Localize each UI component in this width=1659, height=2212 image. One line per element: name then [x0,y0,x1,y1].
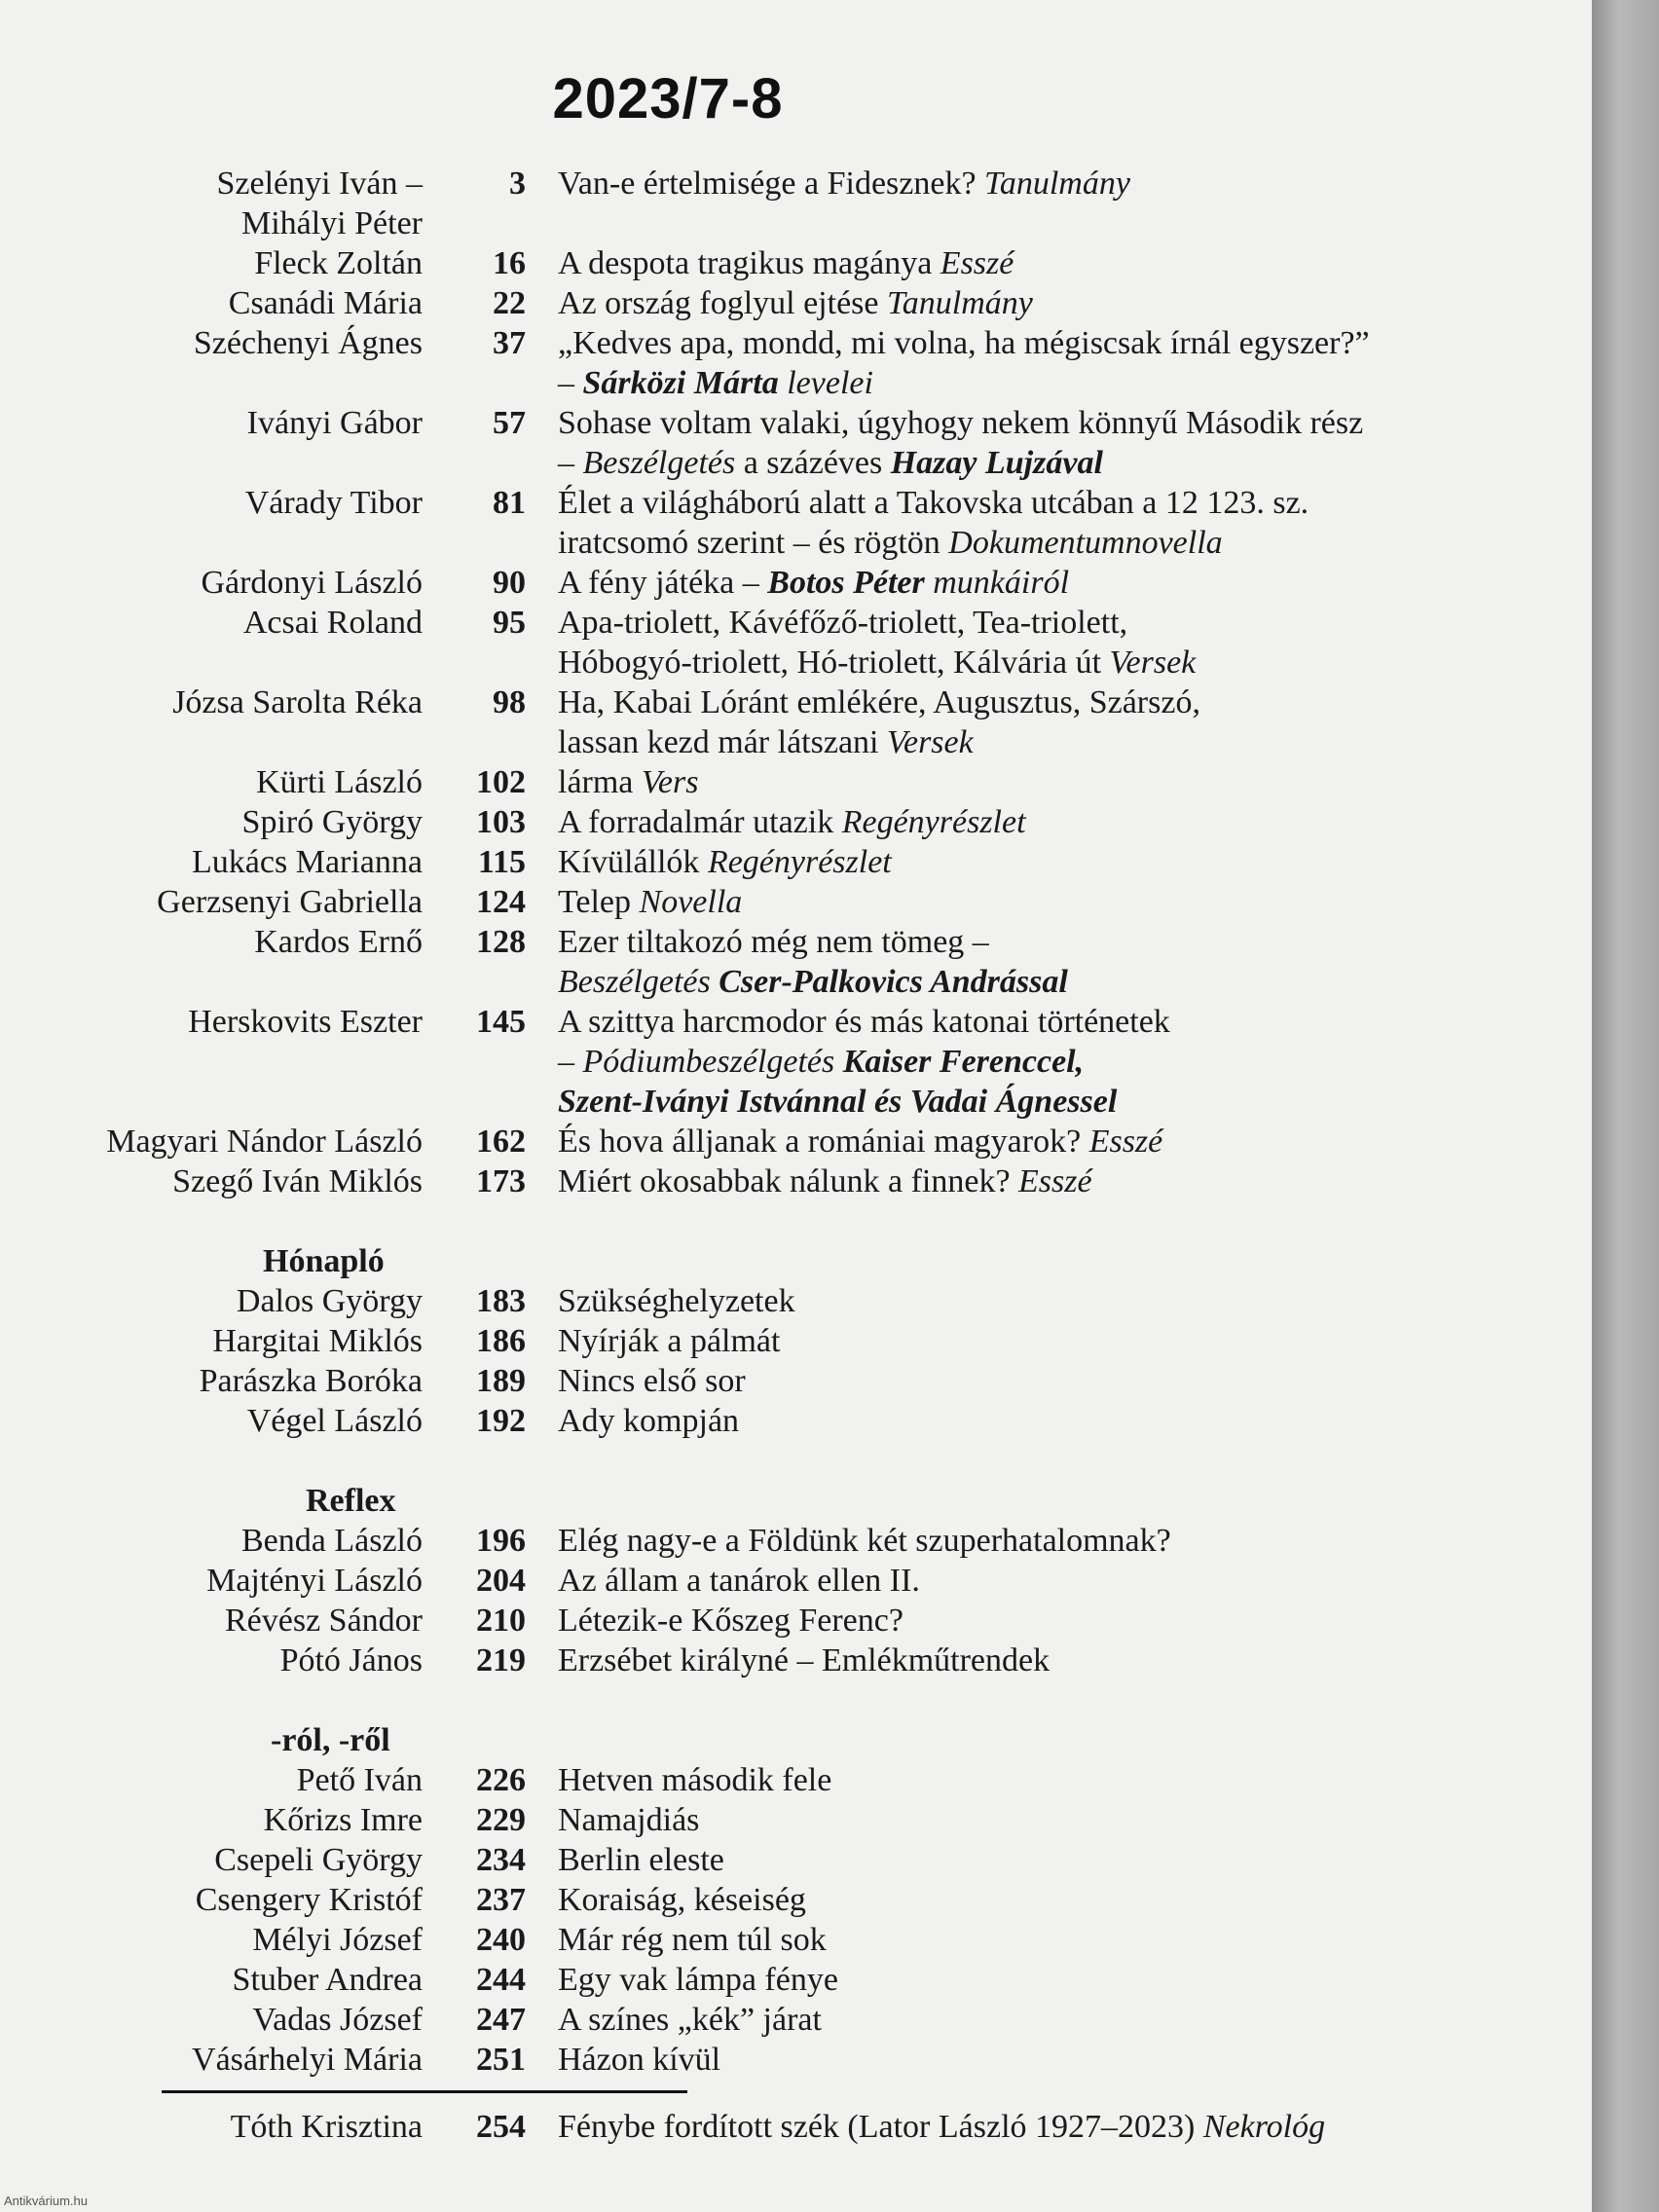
title-segment: A szittya harcmodor és más katonai történetek [558,1004,1170,1040]
section-heading: Hónapló [263,1243,385,1279]
toc-entry [0,882,1592,922]
toc-title [558,403,1363,483]
toc-page-number: 102 [476,764,526,800]
title-segment: És hova álljanak a romániai magyarok? [558,1124,1089,1160]
toc-entry [0,1641,1592,1680]
title-segment: Regényrészlet [707,844,892,880]
toc-author [0,922,423,1002]
toc-entry [0,164,1592,243]
author-name: Szelényi Iván – [216,166,423,202]
toc-author [0,283,423,323]
title-segment: Erzsébet királyné – Emlékműtrendek [558,1642,1051,1678]
toc-page-number: 57 [493,405,526,441]
title-line [558,802,1026,842]
title-segment: Tanulmány [887,285,1033,321]
title-segment: Botos Péter [767,565,925,601]
toc-page-number: 173 [476,1163,526,1199]
toc-page-number: 229 [476,1802,526,1838]
title-segment: Létezik-e Kőszeg Ferenc? [558,1603,903,1639]
title-line [558,682,1200,722]
author-name: Acsai Roland [242,605,423,641]
author-name: Csepeli György [214,1842,423,1878]
toc-title [558,1960,838,2000]
toc-author [0,2040,423,2080]
toc-page-number: 95 [493,605,526,641]
title-segment: Tanulmány [984,166,1130,202]
toc-entry [0,802,1592,842]
toc-entry [0,1161,1592,1201]
author-name: Révész Sándor [224,1603,423,1639]
toc-entry [0,2107,1592,2147]
title-segment: levelei [778,365,873,401]
toc-author [0,1002,423,1122]
toc-entry [0,1601,1592,1641]
author-name: Spiró György [241,804,423,840]
toc-title [558,1920,827,1960]
author-name: Vásárhelyi Mária [192,2042,423,2078]
toc-title [558,1601,903,1641]
title-segment: Telep [558,884,640,920]
author-name: Kardos Ernő [254,924,423,960]
separator-rule [162,2090,687,2093]
author-name: Kőrizs Imre [263,1802,423,1838]
title-line [558,1960,838,2000]
toc-page-number: 219 [476,1642,526,1678]
title-segment: Regényrészlet [841,804,1026,840]
title-line [558,2000,822,2040]
author-name: Lukács Marianna [192,844,423,880]
title-line [558,1920,827,1960]
toc-title [558,1321,780,1361]
toc-title [558,802,1026,842]
toc-entry [0,563,1592,603]
toc-page-number: 37 [493,325,526,361]
toc-author [0,682,423,762]
author-name: Mihályi Péter [240,205,423,241]
title-segment: „Kedves apa, mondd, mi volna, ha mégiscsak írnál egyszer?” [558,325,1370,361]
title-line [558,722,1200,762]
title-line [558,483,1309,523]
section-gap [0,1680,1592,1720]
toc-page-number: 189 [476,1363,526,1399]
author-name: Magyari Nándor László [106,1124,423,1160]
toc-author [0,323,423,403]
author-name: Majtényi László [206,1563,423,1599]
title-line [558,2040,720,2080]
toc-page-number: 254 [476,2109,526,2145]
toc-author [0,164,423,243]
title-segment: Hetven második fele [558,1762,832,1798]
toc-page-number: 186 [476,1323,526,1359]
title-segment: Kaiser Ferenccel, [834,1044,1085,1080]
toc-page-number: 81 [493,485,526,521]
author-name: Pótó János [279,1642,423,1678]
title-segment: Versek [886,724,974,760]
toc-author [0,842,423,882]
toc-author [0,1321,423,1361]
author-name: Stuber Andrea [232,1962,423,1998]
title-line [558,842,892,882]
toc-entry [0,1840,1592,1880]
toc-page-number: 145 [476,1004,526,1040]
title-line [558,1561,920,1601]
toc-page-number: 115 [477,844,526,880]
title-segment: A forradalmár utazik [558,804,842,840]
toc-page-number: 204 [476,1563,526,1599]
author-name: Iványi Gábor [246,405,423,441]
toc-entry [0,1960,1592,2000]
title-line [558,643,1196,682]
toc-title [558,1521,1171,1561]
toc-entry [0,1002,1592,1122]
toc-page-number: 128 [476,924,526,960]
title-segment: Apa-triolett, Kávéfőző-triolett, Tea-triolett, [558,605,1128,641]
title-segment: A despota tragikus magánya [558,245,940,281]
toc-title [558,1002,1170,1122]
title-segment: Az állam a tanárok ellen II. [558,1563,920,1599]
title-segment: Nyírják a pálmát [558,1323,781,1359]
author-name: Csanádi Mária [228,285,423,321]
title-line [558,962,1068,1002]
section-gap [0,1201,1592,1241]
toc-author [0,483,423,563]
title-line [558,1122,1162,1161]
section-gap [0,1441,1592,1481]
title-segment: Nekrológ [1202,2109,1326,2145]
toc-author [0,1361,423,1401]
title-line [558,1840,724,1880]
toc-entry [0,483,1592,563]
toc-title [558,563,1069,603]
toc-entry [0,1401,1592,1441]
issue-title: 2023/7-8 [552,67,784,130]
title-segment: lárma [558,764,642,800]
toc-page-number: 183 [476,1283,526,1319]
toc-title [558,483,1309,563]
author-name: Herskovits Eszter [188,1004,423,1040]
author-name: Gárdonyi László [201,565,423,601]
toc-title [558,1401,739,1441]
title-segment: Sárközi Márta [582,365,779,401]
toc-entry [0,842,1592,882]
toc-title [558,1760,831,1800]
toc-author [0,1840,423,1880]
page-edge [1592,0,1659,2212]
toc-entry [0,1760,1592,1800]
toc-page-number: 124 [476,884,526,920]
toc-title [558,1641,1050,1680]
toc-author [0,1880,423,1920]
section-heading: -ról, -ről [271,1722,390,1758]
toc-author [0,1161,423,1201]
title-line [558,243,1014,283]
toc-entry [0,1321,1592,1361]
title-line [558,283,1033,323]
toc-author [0,1122,423,1161]
title-segment: Van-e értelmisége a Fidesznek? [558,166,985,202]
title-line [558,1800,699,1840]
title-line [558,1082,1170,1122]
toc-page-number: 16 [493,245,526,281]
toc-author [0,2000,423,2040]
toc-entry [0,323,1592,403]
title-segment: a százéves [735,445,891,481]
title-segment: Elég nagy-e a Földünk két szuperhatalomnak? [558,1523,1171,1559]
toc-entry [0,1361,1592,1401]
author-name: Dalos György [236,1283,423,1319]
title-segment: – [558,365,583,401]
title-segment: lassan kezd már látszani [558,724,887,760]
author-name: Benda László [241,1523,423,1559]
title-segment: A színes „kék” járat [558,2002,822,2038]
toc-entry [0,243,1592,283]
title-segment: Szükséghelyzetek [558,1283,795,1319]
title-segment: Dokumentumnovella [948,525,1223,561]
toc-title [558,1161,1092,1201]
toc-title [558,882,742,922]
toc-title [558,1122,1162,1161]
toc-entry [0,283,1592,323]
toc-author [0,2107,423,2147]
title-segment: iratcsomó szerint – és rögtön [558,525,949,561]
toc-entry [0,403,1592,483]
toc-entry [0,603,1592,682]
toc-page-number: 3 [509,166,526,202]
title-segment: Fénybe fordított szék (Lator László 1927–2023) [558,2109,1203,2145]
author-name: Parászka Boróka [199,1363,423,1399]
toc-entry [0,762,1592,802]
toc-page-number: 90 [493,565,526,601]
toc-page-number: 226 [476,1762,526,1798]
title-line [558,603,1196,643]
title-segment: Ha, Kabai Lóránt emlékére, Augusztus, Szárszó, [558,684,1200,720]
title-segment: Élet a világháború alatt a Takovska utcában a 12 123. sz. [558,485,1309,521]
author-name: Pető Iván [296,1762,423,1798]
toc-page-number: 240 [476,1922,526,1958]
toc-page-number: 103 [476,804,526,840]
toc-title [558,323,1370,403]
title-segment: Versek [1109,645,1197,681]
title-line [558,1880,806,1920]
toc-entry [0,2040,1592,2080]
title-segment: – [558,445,583,481]
title-segment: Beszélgetés [582,445,736,481]
toc-author [0,1561,423,1601]
author-name: Csengery Kristóf [195,1882,423,1918]
title-segment: Sohase voltam valaki, úgyhogy nekem könnyű Második rész [558,405,1364,441]
toc-title [558,922,1068,1002]
title-segment: Namajdiás [558,1802,700,1838]
toc-title [558,603,1196,682]
author-name: Kürti László [256,764,423,800]
title-line [558,1760,831,1800]
author-name: Hargitai Miklós [212,1323,423,1359]
title-line [558,1521,1171,1561]
title-segment: Kívülállók [558,844,708,880]
toc-author [0,1401,423,1441]
toc-author [0,563,423,603]
toc-entry [0,1281,1592,1321]
title-line [558,1281,795,1321]
title-line [558,1601,903,1641]
title-segment: Koraiság, késeiség [558,1882,806,1918]
title-segment: Esszé [1018,1163,1092,1199]
toc-author [0,882,423,922]
toc-author [0,1960,423,2000]
title-line [558,762,698,802]
toc-page-number: 247 [476,2002,526,2038]
title-line [558,1042,1170,1082]
toc-author [0,603,423,682]
toc-author [0,762,423,802]
title-segment: Esszé [940,245,1014,281]
title-line [558,882,742,922]
author-name: Józsa Sarolta Réka [172,684,423,720]
title-segment: Az ország foglyul ejtése [558,285,887,321]
toc-author [0,1281,423,1321]
toc-title [558,1840,724,1880]
toc-entry [0,1521,1592,1561]
toc-page-number: 22 [493,285,526,321]
title-line [558,1161,1092,1201]
toc-page-number: 251 [476,2042,526,2078]
title-segment: Novella [639,884,743,920]
author-name: Széchenyi Ágnes [193,325,423,361]
toc-author [0,243,423,283]
toc-title [558,2040,720,2080]
title-segment: Már rég nem túl sok [558,1922,827,1958]
toc-page-number: 210 [476,1603,526,1639]
toc-title [558,1561,920,1601]
title-line [558,1641,1050,1680]
toc-title [558,1800,699,1840]
title-segment: Nincs első sor [558,1363,746,1399]
toc-entry [0,682,1592,762]
author-name: Tóth Krisztina [230,2109,423,2145]
title-line [558,2107,1325,2147]
title-segment: – [558,1044,583,1080]
title-segment: Miért okosabbak nálunk a finnek? [558,1163,1019,1199]
toc-title [558,1361,746,1401]
toc-author [0,1521,423,1561]
section-heading: Reflex [306,1483,396,1519]
toc-page-number: 196 [476,1523,526,1559]
author-name: Szegő Iván Miklós [172,1163,423,1199]
title-segment: A fény játéka – [558,565,768,601]
author-name: Mélyi József [252,1922,423,1958]
table-of-contents [0,164,1592,2147]
toc-page-number: 162 [476,1124,526,1160]
toc-title [558,283,1033,323]
toc-title [558,243,1014,283]
title-line [558,363,1370,403]
toc-entry [0,1920,1592,1960]
toc-title [558,1281,795,1321]
toc-page-number: 192 [476,1403,526,1439]
title-segment: Cser-Palkovics Andrással [710,964,1068,1000]
toc-author [0,1760,423,1800]
title-segment: Beszélgetés [558,964,711,1000]
title-line [558,523,1309,563]
toc-author [0,1601,423,1641]
toc-title [558,2107,1325,2147]
title-segment: munkáiról [924,565,1070,601]
toc-page-number: 234 [476,1842,526,1878]
title-line [558,443,1363,483]
title-segment: Hóbogyó-triolett, Hó-triolett, Kálvária út [558,645,1110,681]
title-segment: Vers [641,764,699,800]
title-line [558,563,1069,603]
title-line [558,922,1068,962]
title-segment: Hazay Lujzával [890,445,1103,481]
toc-title [558,682,1200,762]
title-line [558,1361,746,1401]
title-line [558,164,1130,203]
toc-title [558,842,892,882]
toc-entry [0,1880,1592,1920]
toc-title [558,762,698,802]
title-segment: Egy vak lámpa fénye [558,1962,838,1998]
title-segment: Szent-Iványi Istvánnal és Vadai Ágnessel [558,1084,1118,1120]
watermark-text: Antikvárium.hu [4,2194,88,2208]
title-segment: Berlin eleste [558,1842,724,1878]
toc-author [0,1800,423,1840]
toc-page-number: 237 [476,1882,526,1918]
toc-page-number: 244 [476,1962,526,1998]
toc-entry [0,2000,1592,2040]
author-name: Vadas József [252,2002,423,2038]
toc-entry [0,1800,1592,1840]
title-segment: Ady kompján [558,1403,740,1439]
author-name: Végel László [246,1403,423,1439]
title-segment: Pódiumbeszélgetés [582,1044,835,1080]
title-line [558,403,1363,443]
author-name: Gerzsenyi Gabriella [157,884,423,920]
toc-entry [0,1561,1592,1601]
title-line [558,1321,780,1361]
title-line [558,323,1370,363]
author-name: Várady Tibor [244,485,423,521]
toc-author [0,1920,423,1960]
title-segment: Ezer tiltakozó még nem tömeg – [558,924,989,960]
toc-title [558,164,1130,243]
author-name: Fleck Zoltán [254,245,423,281]
toc-author [0,403,423,483]
title-segment: Esszé [1088,1124,1163,1160]
title-line [558,1401,739,1441]
toc-page-number: 98 [493,684,526,720]
toc-title [558,1880,806,1920]
toc-entry [0,922,1592,1002]
title-segment: Házon kívül [558,2042,721,2078]
toc-entry [0,1122,1592,1161]
toc-author [0,1641,423,1680]
title-line [558,1002,1170,1042]
toc-author [0,802,423,842]
toc-title [558,2000,822,2040]
